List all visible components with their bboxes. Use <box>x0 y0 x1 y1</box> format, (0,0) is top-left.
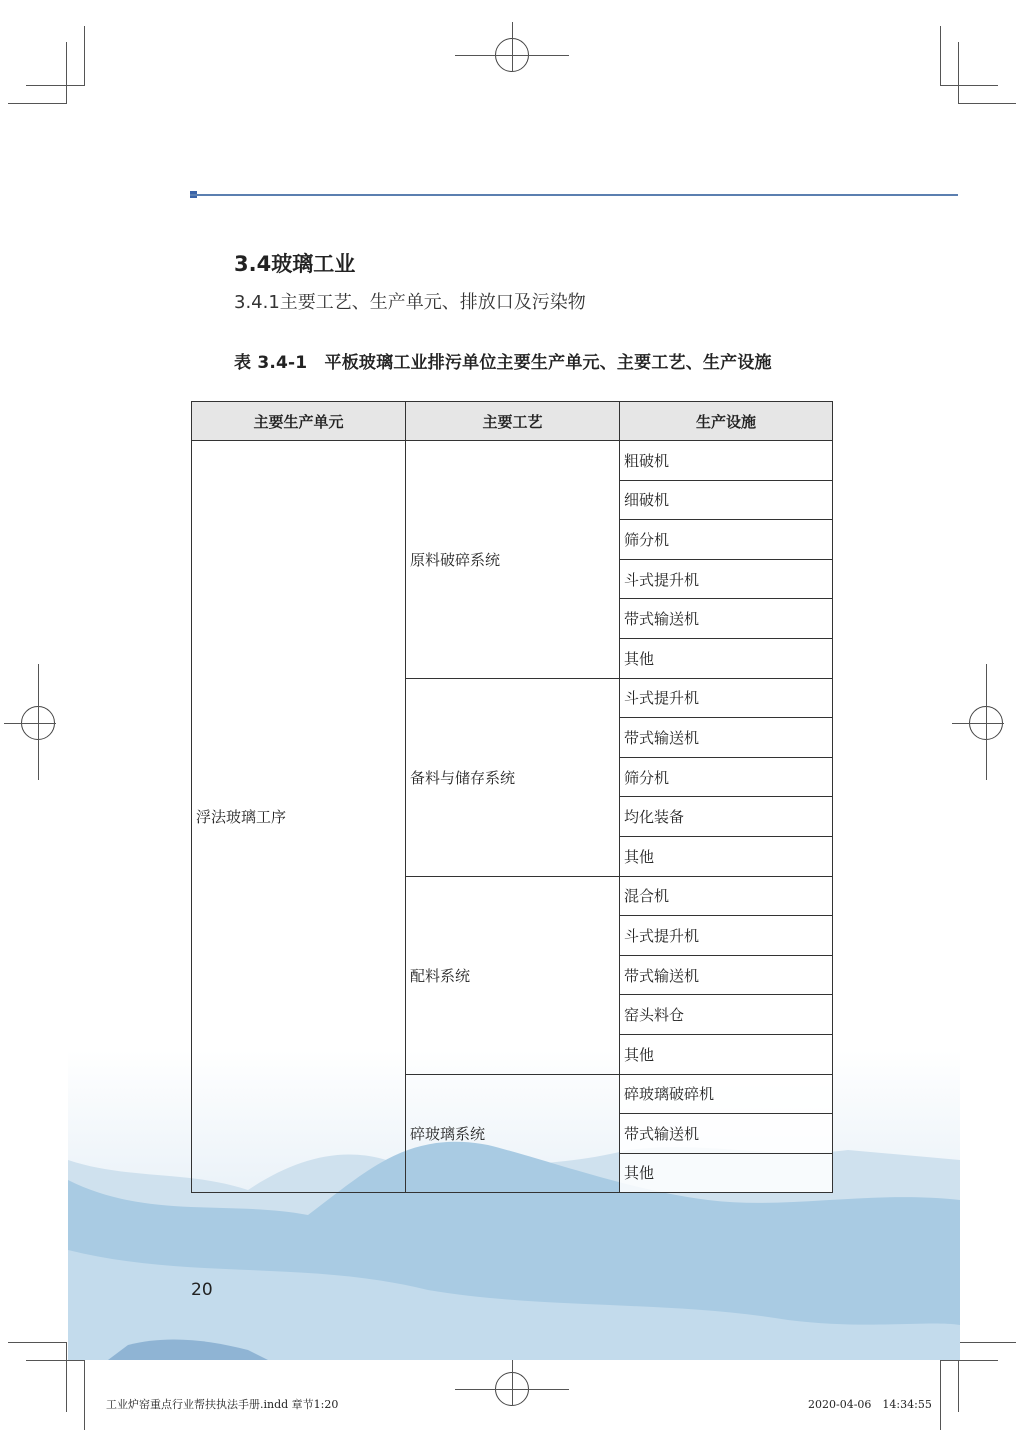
facility-cell: 筛分机 <box>620 520 833 560</box>
facility-cell: 其他 <box>620 1034 833 1074</box>
facilities-table <box>191 401 833 1193</box>
header-process: 主要工艺 <box>406 402 620 441</box>
section-heading: 3.4玻璃工业 <box>234 252 356 276</box>
facility-cell: 斗式提升机 <box>620 678 833 718</box>
facility-cell: 筛分机 <box>620 757 833 797</box>
facility-cell: 带式输送机 <box>620 599 833 639</box>
process-cell: 备料与储存系统 <box>406 678 620 876</box>
facility-cell: 其他 <box>620 1153 833 1193</box>
page-number: 20 <box>191 1280 213 1300</box>
subsection-heading: 3.4.1主要工艺、生产单元、排放口及污染物 <box>234 292 586 313</box>
unit-cell: 浮法玻璃工序 <box>192 441 406 1193</box>
facility-cell: 带式输送机 <box>620 1114 833 1154</box>
facility-cell: 碎玻璃破碎机 <box>620 1074 833 1114</box>
facility-cell: 斗式提升机 <box>620 559 833 599</box>
facility-cell: 其他 <box>620 638 833 678</box>
process-cell: 配料系统 <box>406 876 620 1074</box>
process-cell: 碎玻璃系统 <box>406 1074 620 1193</box>
facility-cell: 细破机 <box>620 480 833 520</box>
facility-cell: 粗破机 <box>620 441 833 481</box>
facility-cell: 带式输送机 <box>620 718 833 758</box>
footer-timestamp: 2020-04-06 14:34:55 <box>808 1398 932 1411</box>
facility-cell: 窑头料仓 <box>620 995 833 1035</box>
header-unit: 主要生产单元 <box>192 402 406 441</box>
header-facility: 生产设施 <box>620 402 833 441</box>
footer-file-info: 工业炉窑重点行业帮扶执法手册.indd 章节1:20 <box>106 1398 339 1411</box>
process-cell: 原料破碎系统 <box>406 441 620 679</box>
table-caption: 表 3.4-1 平板玻璃工业排污单位主要生产单元、主要工艺、生产设施 <box>234 353 772 373</box>
facility-cell: 其他 <box>620 836 833 876</box>
facility-cell: 均化装备 <box>620 797 833 837</box>
facility-cell: 斗式提升机 <box>620 916 833 956</box>
table-row <box>192 441 833 481</box>
header-rule <box>190 194 958 196</box>
table-header-row <box>192 402 833 441</box>
facility-cell: 混合机 <box>620 876 833 916</box>
facility-cell: 带式输送机 <box>620 955 833 995</box>
